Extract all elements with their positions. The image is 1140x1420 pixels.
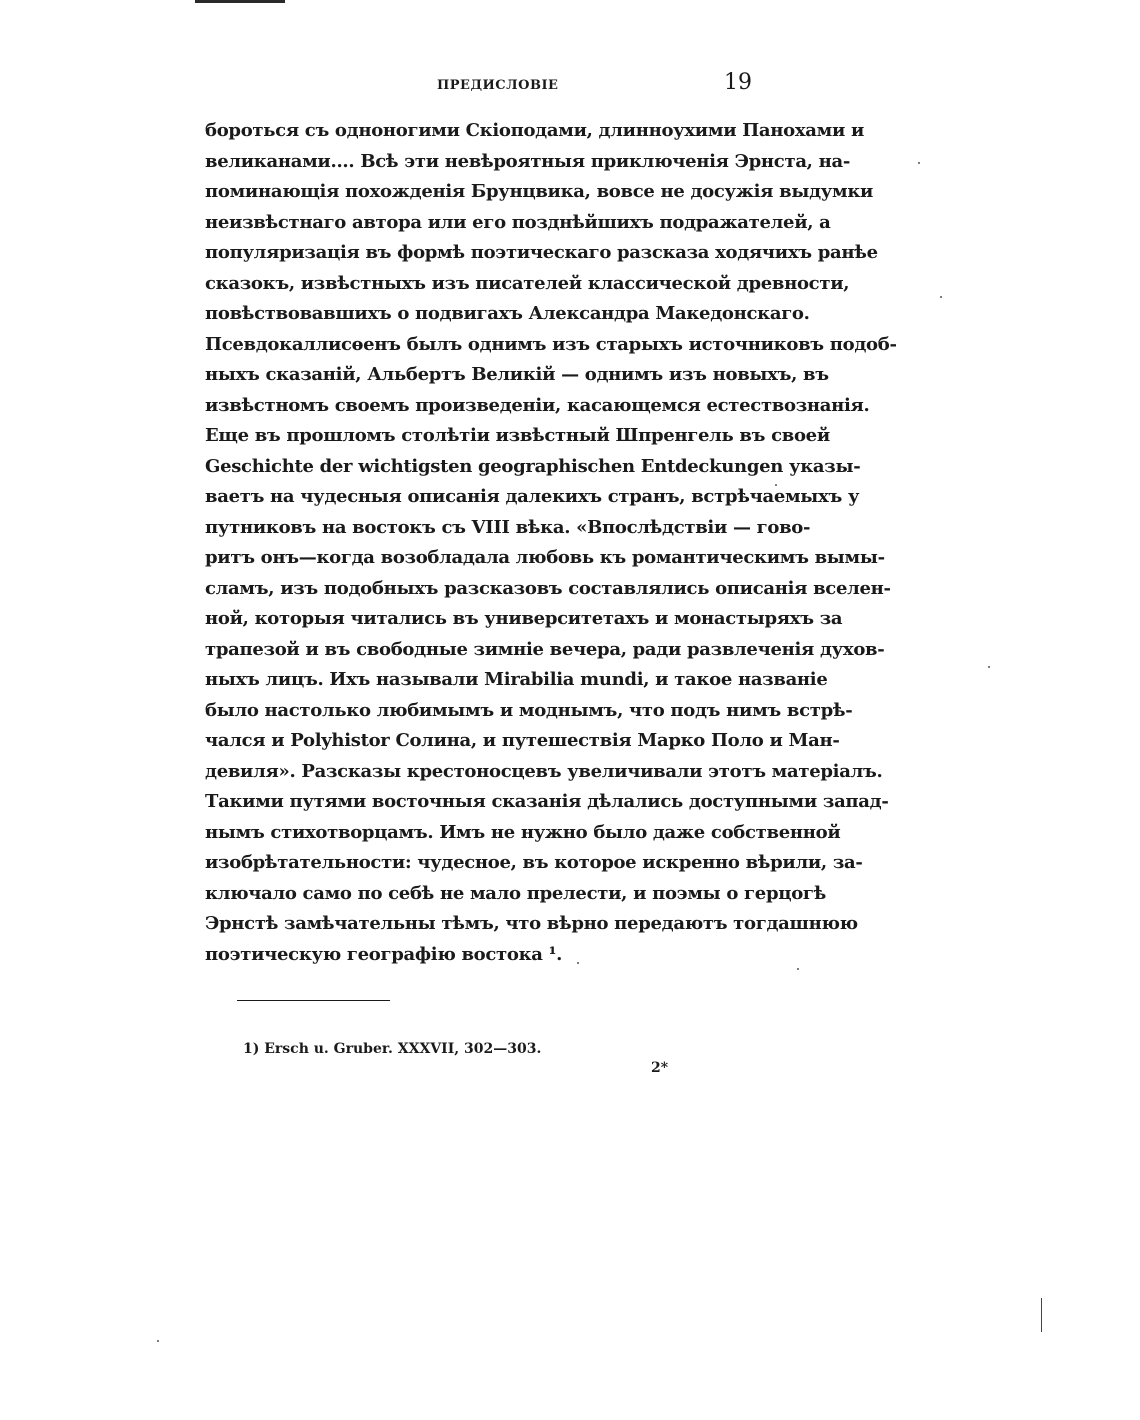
text-line: извѣстномъ своемъ произведеніи, касающемся естествознанія. (205, 394, 870, 416)
text-line: сламъ, изъ подобныхъ разсказовъ составлялись описанія вселен- (205, 577, 891, 599)
text-line: великанами.... Всѣ эти невѣроятныя приключенія Эрнста, на- (205, 150, 851, 172)
scan-speck (988, 666, 990, 668)
scan-edge-line (1041, 1298, 1042, 1332)
signature-mark: 2* (651, 1060, 669, 1076)
running-title: ПРЕДИСЛОВІЕ (437, 78, 559, 93)
scan-speck (157, 1340, 159, 1342)
scan-speck (577, 962, 579, 964)
scan-speck (918, 162, 920, 164)
scan-speck (797, 968, 799, 970)
text-line: популяризація въ формѣ поэтическаго разсказа ходячихъ ранѣе (205, 242, 878, 263)
text-line: повѣствовавшихъ о подвигахъ Александра Македонскаго. (205, 303, 810, 324)
text-line: ключало само по себѣ не мало прелести, и поэмы о герцогѣ (205, 882, 827, 904)
text-line: поэтическую географію востока ¹. (205, 943, 563, 965)
text-line: нымъ стихотворцамъ. Имъ не нужно было даже собственной (205, 821, 841, 843)
text-line: Такими путями восточныя сказанія дѣлались доступными запад- (205, 791, 889, 812)
text-line: бороться съ одноногими Скіоподами, длинноухими Панохами и (205, 120, 865, 141)
text-line: путниковъ на востокъ съ VIII вѣка. «Впослѣдствіи — гово- (205, 516, 811, 538)
footnote-rule (237, 1000, 390, 1001)
text-line: Псевдокаллисѳенъ былъ однимъ изъ старыхъ источниковъ подоб- (205, 333, 897, 355)
text-line: поминающія похожденія Брунцвика, вовсе не досужія выдумки (205, 181, 874, 202)
text-line: чался и Polyhistor Солина, и путешествія Марко Поло и Ман- (205, 730, 840, 751)
text-line: ваетъ на чудесныя описанія далекихъ странъ, встрѣчаемыхъ у (205, 486, 860, 507)
text-line: ныхъ сказаній, Альбертъ Великій — однимъ изъ новыхъ, въ (205, 364, 829, 385)
text-line: девиля». Разсказы крестоносцевъ увеличивали этотъ матеріалъ. (205, 760, 883, 782)
text-line: было настолько любимымъ и моднымъ, что подъ нимъ встрѣ- (205, 699, 853, 721)
page-number: 19 (724, 70, 752, 95)
text-line: сказокъ, извѣстныхъ изъ писателей классической древности, (205, 272, 850, 294)
running-head (205, 70, 760, 98)
text-line: Geschichte der wichtigsten geographischen Entdeckungen указы- (205, 455, 861, 477)
body-text (205, 116, 897, 970)
text-line: Еще въ прошломъ столѣтіи извѣстный Шпренгель въ своей (205, 425, 830, 446)
text-line: ныхъ лицъ. Ихъ называли Mirabilia mundi, и такое названіе (205, 669, 828, 690)
scan-edge-mark (195, 0, 285, 3)
text-line: Эрнстѣ замѣчательны тѣмъ, что вѣрно передаютъ тогдашнюю (205, 913, 858, 934)
text-line: неизвѣстнаго автора или его позднѣйшихъ подражателей, а (205, 211, 831, 233)
text-line: ной, которыя читались въ университетахъ и монастыряхъ за (205, 608, 843, 629)
text-line: изобрѣтательности: чудесное, въ которое искренно вѣрили, за- (205, 852, 863, 873)
scan-speck (775, 484, 777, 486)
footnote: 1) Ersch u. Gruber. XXXVII, 302—303. (243, 1041, 542, 1057)
text-line: трапезой и въ свободные зимніе вечера, ради развлеченія духов- (205, 638, 885, 660)
scan-speck (940, 296, 942, 298)
text-line: ритъ онъ—когда возобладала любовь къ романтическимъ вымы- (205, 547, 885, 568)
